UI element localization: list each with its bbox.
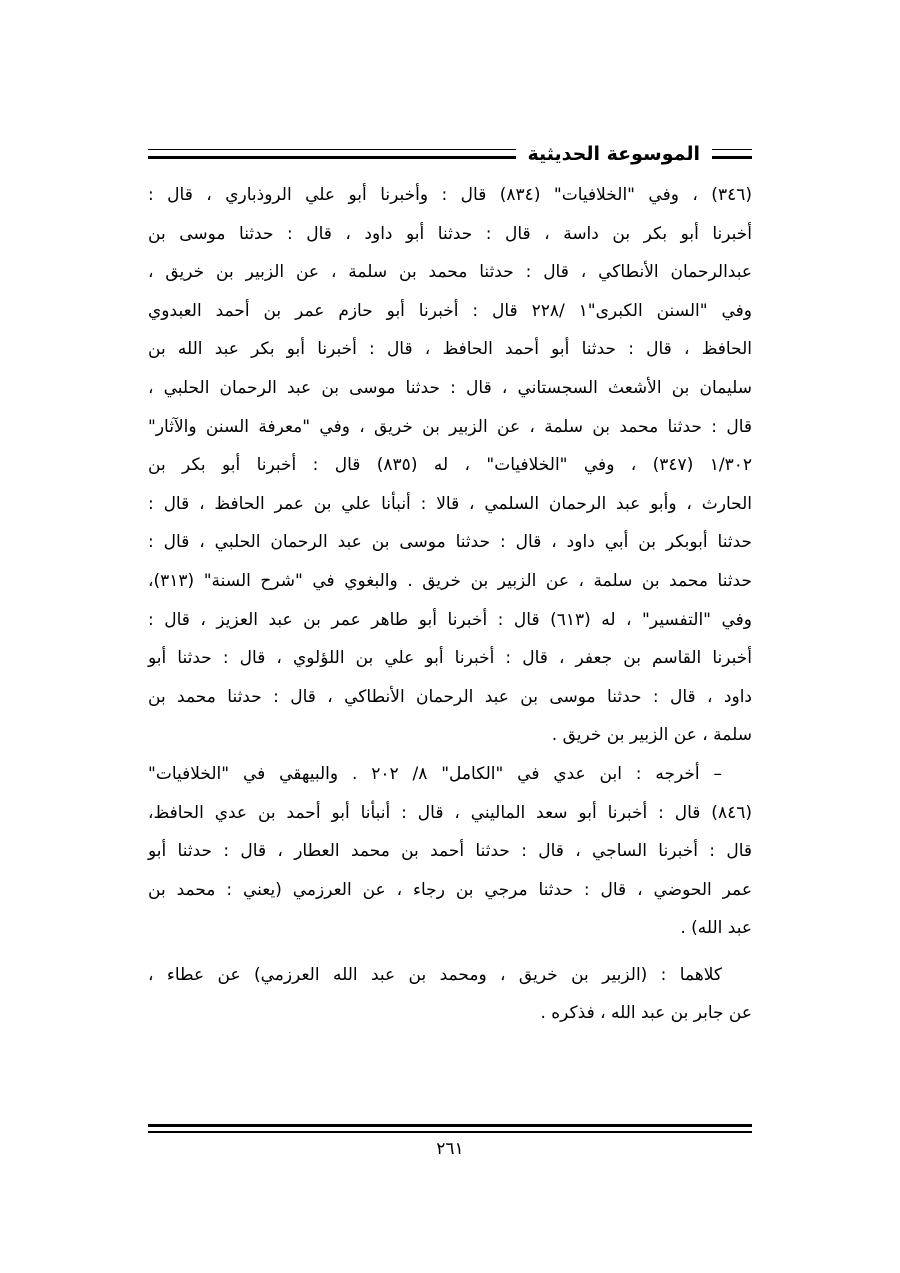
- text-line: حدثنا أبوبكر بن أبي داود ، قال : حدثنا موسى بن عبد الرحمان الحلبي ، قال :: [148, 532, 752, 553]
- text-line: أخبرنا أبو بكر بن داسة ، قال : حدثنا أبو داود ، قال : حدثنا موسى بن: [148, 223, 752, 244]
- text-line: كلاهما : (الزبير بن خريق ، ومحمد بن عبد الله العرزمي) عن عطاء ،: [148, 964, 722, 985]
- text-line: عبد الله) .: [680, 918, 752, 939]
- text-line: حدثنا محمد بن سلمة ، عن الزبير بن خريق . والبغوي في "شرح السنة" (٣١٣)،: [148, 570, 752, 591]
- body-text: [148, 176, 752, 1033]
- header-title: الموسوعة الحديثية: [527, 143, 700, 165]
- text-line: الحافظ ، قال : حدثنا أبو أحمد الحافظ ، قال : أخبرنا أبو بكر عبد الله بن: [148, 339, 752, 360]
- text-line: ١/٣٠٢ (٣٤٧) ، وفي "الخلافيات" ، له (٨٣٥) قال : أخبرنا أبو بكر بن: [148, 455, 752, 476]
- text-line: سلمة ، عن الزبير بن خريق .: [551, 725, 752, 746]
- text-line: داود ، قال : حدثنا موسى بن عبد الرحمان الأنطاكي ، قال : حدثنا محمد بن: [148, 686, 752, 707]
- text-line: قال : حدثنا محمد بن سلمة ، عن الزبير بن خريق ، وفي "معرفة السنن والآثار": [148, 416, 752, 437]
- text-line: – أخرجه : ابن عدي في "الكامل" ٨/ ٢٠٢ . والبيهقي في "الخلافيات": [148, 763, 722, 784]
- header-rule-left: [148, 149, 516, 159]
- text-line: وفي "التفسير" ، له (٦١٣) قال : أخبرنا أبو طاهر عمر بن عبد العزيز ، قال :: [148, 609, 752, 630]
- text-line: قال : أخبرنا الساجي ، قال : حدثنا أحمد بن محمد العطار ، قال : حدثنا أبو: [148, 841, 752, 862]
- page-header: [148, 141, 752, 167]
- footer-rule: [148, 1124, 752, 1133]
- text-line: (٣٤٦) ، وفي "الخلافيات" (٨٣٤) قال : وأخبرنا أبو علي الروذباري ، قال :: [148, 185, 752, 205]
- text-line: عبدالرحمان الأنطاكي ، قال : حدثنا محمد بن سلمة ، عن الزبير بن خريق ،: [148, 262, 752, 283]
- text-line: الحارث ، وأبو عبد الرحمان السلمي ، قالا : أنبأنا علي بن عمر الحافظ ، قال :: [148, 493, 752, 514]
- text-line: وفي "السنن الكبرى"١ /٢٢٨ قال : أخبرنا أبو حازم عمر بن أحمد العبدوي: [148, 300, 752, 321]
- text-line: (٨٤٦) قال : أخبرنا أبو سعد الماليني ، قال : أنبأنا أبو أحمد بن عدي الحافظ،: [148, 802, 752, 823]
- header-rule-right: [712, 149, 752, 159]
- text-line: عن جابر بن عبد الله ، فذكره .: [540, 1003, 752, 1024]
- paragraph-gap: [148, 948, 752, 956]
- text-line: سليمان بن الأشعث السجستاني ، قال : حدثنا موسى بن عبد الرحمان الحلبي ،: [148, 377, 752, 398]
- text-line: أخبرنا القاسم بن جعفر ، قال : أخبرنا أبو علي بن اللؤلوي ، قال : حدثنا أبو: [148, 648, 752, 669]
- text-line: عمر الحوضي ، قال : حدثنا مرجي بن رجاء ، عن العرزمي (يعني : محمد بن: [148, 879, 752, 900]
- page-number: ٢٦١: [436, 1139, 464, 1159]
